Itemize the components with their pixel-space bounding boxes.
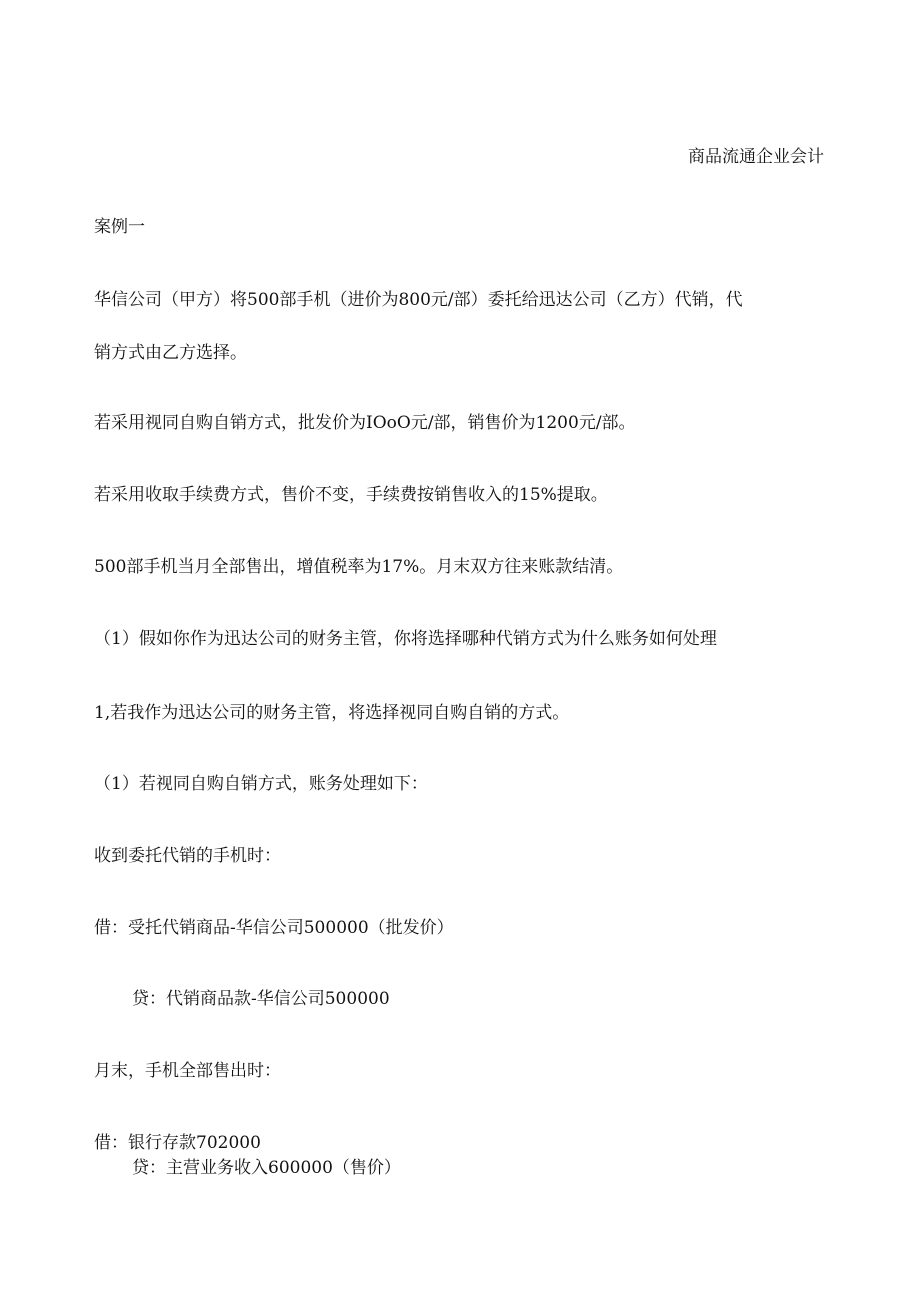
journal-entry-debit-1: 借：受托代销商品-华信公司500000（批发价） bbox=[94, 918, 454, 938]
paragraph-line-2: 销方式由乙方选择。 bbox=[94, 343, 247, 363]
case-title: 案例一 bbox=[94, 217, 145, 237]
journal-entry-credit-1: 贷：代销商品款-华信公司500000 bbox=[132, 989, 390, 1009]
paragraph-line-3: 若采用视同自购自销方式，批发价为IOoO元/部，销售价为1200元/部。 bbox=[94, 413, 636, 433]
answer-line-1: 1,若我作为迅达公司的财务主管，将选择视同自购自销的方式。 bbox=[94, 703, 570, 723]
journal-entry-credit-2: 贷：主营业务收入600000（售价） bbox=[132, 1158, 401, 1178]
question-line: （1）假如你作为迅达公司的财务主管，你将选择哪种代销方式为什么账务如何处理 bbox=[94, 629, 717, 649]
paragraph-line-4: 若采用收取手续费方式，售价不变，手续费按销售收入的15%提取。 bbox=[94, 485, 608, 505]
answer-line-2: （1）若视同自购自销方式，账务处理如下： bbox=[94, 774, 428, 794]
paragraph-line-5: 500部手机当月全部售出，增值税率为17%。月末双方往来账款结清。 bbox=[94, 557, 624, 577]
paragraph-line-1: 华信公司（甲方）将500部手机（进价为800元/部）委托给迅达公司（乙方）代销，代 bbox=[94, 290, 743, 310]
page-header-title: 商品流通企业会计 bbox=[688, 147, 824, 167]
journal-entry-debit-2: 借：银行存款702000 bbox=[94, 1133, 261, 1153]
entry-heading-2: 月末，手机全部售出时： bbox=[94, 1061, 281, 1081]
entry-heading-1: 收到委托代销的手机时： bbox=[94, 846, 281, 866]
